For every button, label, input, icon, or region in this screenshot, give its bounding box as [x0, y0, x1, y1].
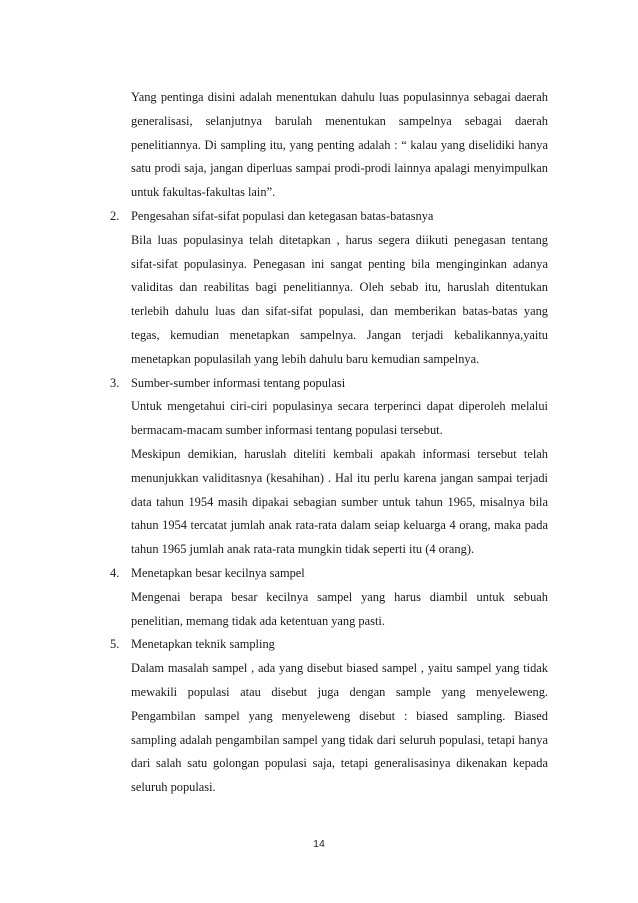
list-item-2 — [110, 205, 548, 372]
list-item-5 — [110, 633, 548, 800]
list-item-heading: Pengesahan sifat-sifat populasi dan ketegasan batas-batasnya — [131, 208, 434, 223]
list-item-3 — [110, 372, 548, 562]
list-item-paragraph: Bila luas populasinya telah ditetapkan , harus segera diikuti penegasan tentang sifat-sifat populasinya. Penegasan ini sangat penting bila menginginkan adanya validitas dan reabilitas bagi penelitiannya. Oleh sebab itu, haruslah ditentukan terlebih dahulu luas dan sifat-sifat populasi, dan memberikan batas-batas yang tegas, kemudian menetapkan sampelnya. Jangan terjadi kebalikannya,yaitu menetapkan populasilah yang lebih dahulu baru kemudian sampelnya. — [131, 232, 548, 366]
list-item-heading: Menetapkan besar kecilnya sampel — [131, 565, 305, 580]
list-item-heading: Sumber-sumber informasi tentang populasi — [131, 375, 346, 390]
page-number: 14 — [313, 838, 325, 850]
list-item-number: 2. — [110, 208, 120, 223]
list-item-4 — [110, 562, 548, 633]
list-item-number: 5. — [110, 637, 120, 652]
list-item-paragraph: Mengenai berapa besar kecilnya sampel yang harus diambil untuk sebuah penelitian, memang tidak ada ketentuan yang pasti. — [131, 589, 548, 628]
list-item-paragraph: Meskipun demikian, haruslah diteliti kembali apakah informasi tersebut telah menunjukkan validitasnya (kesahihan) . Hal itu perlu karena jangan sampai terjadi data tahun 1954 masih dipakai sebagian sumber untuk tahun 1965, misalnya bila tahun 1954 tercatat jumlah anak rata-rata dalam seiap keluarga 4 orang, maka pada tahun 1965 jumlah anak rata-rata mungkin tidak seperti itu (4 orang). — [131, 446, 548, 557]
list-item-number: 3. — [110, 375, 120, 390]
list-item-heading: Menetapkan teknik sampling — [131, 637, 275, 652]
list-item-number: 4. — [110, 565, 120, 580]
document-body — [110, 86, 548, 800]
list-item-paragraph: Untuk mengetahui ciri-ciri populasinya secara terperinci dapat diperoleh melalui bermacam-macam sumber informasi tentang populasi tersebut. — [131, 399, 548, 438]
list-item-paragraph: Dalam masalah sampel , ada yang disebut biased sampel , yaitu sampel yang tidak mewakili populasi atau disebut juga dengan sample yang menyeleweng. Pengambilan sampel yang menyeleweng disebut : biased sampling. Biased sampling adalah pengambilan sampel yang tidak dari seluruh populasi, tetapi hanya dari salah satu golongan populasi saja, tetapi generalisasinya dikenakan kepada seluruh populasi. — [131, 661, 548, 795]
intro-paragraph: Yang pentinga disini adalah menentukan dahulu luas populasinnya sebagai daerah generalisasi, selanjutnya barulah menentukan sampelnya sebagai daerah penelitiannya. Di sampling itu, yang penting adalah : “ kalau yang diselidiki hanya satu prodi saja, jangan diperluas sampai prodi-prodi lainnya apalagi menyimpulkan untuk fakultas-fakultas lain”. — [131, 90, 548, 200]
